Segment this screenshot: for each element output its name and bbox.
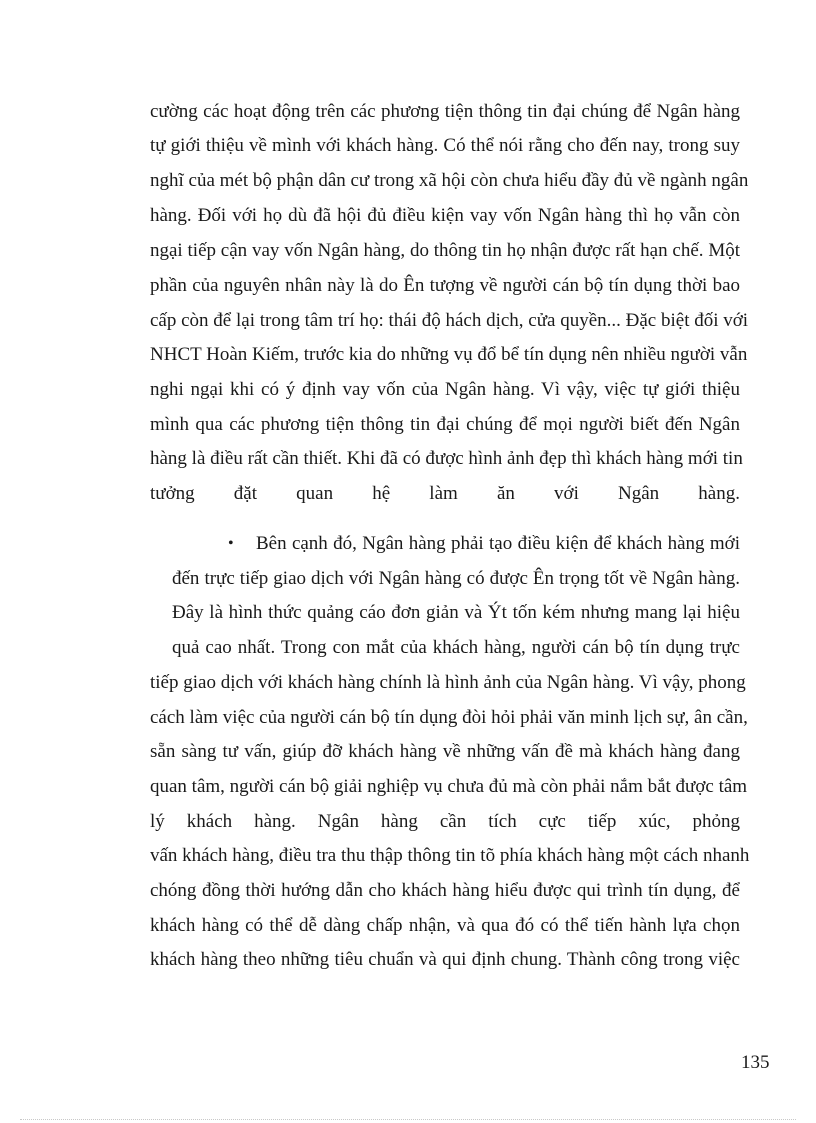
paragraph-line: nghĩ của mét bộ phận dân cư trong xã hội còn chưa hiểu đầy đủ về ngành ngân [150, 170, 749, 191]
paragraph-line: khách hàng theo những tiêu chuẩn và qui định chung. Thành công trong việc [150, 949, 740, 970]
paragraph-line: mình qua các phương tiện thông tin đại chúng để mọi người biết đến Ngân [150, 414, 740, 435]
paragraph-line: phần của nguyên nhân này là do Ên tượng về người cán bộ tín dụng thời bao [150, 275, 740, 296]
paragraph-line: quả cao nhất. Trong con mắt của khách hàng, người cán bộ tín dụng trực [172, 637, 740, 658]
page-number: 135 [741, 1052, 770, 1073]
page-bottom-divider [20, 1119, 796, 1120]
paragraph-line: cường các hoạt động trên các phương tiện thông tin đại chúng để Ngân hàng [150, 101, 740, 122]
paragraph-line: Đây là hình thức quảng cáo đơn giản và Ýt tốn kém nhưng mang lại hiệu [172, 602, 740, 623]
paragraph-line: khách hàng có thể dễ dàng chấp nhận, và qua đó có thể tiến hành lựa chọn [150, 915, 740, 936]
paragraph-line: đến trực tiếp giao dịch với Ngân hàng có được Ên trọng tốt về Ngân hàng. [172, 568, 740, 589]
paragraph-line: nghi ngại khi có ý định vay vốn của Ngân hàng. Vì vậy, việc tự giới thiệu [150, 379, 740, 400]
paragraph-line: tự giới thiệu về mình với khách hàng. Có thể nói rằng cho đến nay, trong suy [150, 135, 740, 156]
bullet-icon: • [228, 535, 234, 552]
bullet-item-first-line: Bên cạnh đó, Ngân hàng phải tạo điều kiện để khách hàng mới [256, 533, 740, 554]
paragraph-line: vấn khách hàng, điều tra thu thập thông tin tõ phía khách hàng một cách nhanh [150, 845, 750, 866]
paragraph-line: NHCT Hoàn Kiếm, trước kia do những vụ đổ bể tín dụng nên nhiều người vẫn [150, 344, 748, 365]
paragraph-line: cách làm việc của người cán bộ tín dụng đòi hỏi phải văn minh lịch sự, ân cần, [150, 707, 748, 728]
paragraph-line: sẵn sàng tư vấn, giúp đỡ khách hàng về những vấn đề mà khách hàng đang [150, 741, 740, 762]
paragraph-line: lý khách hàng. Ngân hàng cần tích cực tiếp xúc, phỏng [150, 811, 740, 832]
paragraph-line: cấp còn để lại trong tâm trí họ: thái độ hách dịch, cửa quyền... Đặc biệt đối với [150, 310, 749, 331]
paragraph-line: ngại tiếp cận vay vốn Ngân hàng, do thông tin họ nhận được rất hạn chế. Một [150, 240, 740, 261]
paragraph-line: tưởng đặt quan hệ làm ăn với Ngân hàng. [150, 483, 740, 504]
paragraph-line: chóng đồng thời hướng dẫn cho khách hàng hiểu được qui trình tín dụng, để [150, 880, 740, 901]
paragraph-line: hàng. Đối với họ dù đã hội đủ điều kiện vay vốn Ngân hàng thì họ vẫn còn [150, 205, 740, 226]
paragraph-line: hàng là điều rất cần thiết. Khi đã có được hình ảnh đẹp thì khách hàng mới tin [150, 448, 743, 469]
paragraph-line: quan tâm, người cán bộ giải nghiệp vụ chưa đủ mà còn phải nắm bắt được tâm [150, 776, 748, 797]
paragraph-line: tiếp giao dịch với khách hàng chính là hình ảnh của Ngân hàng. Vì vậy, phong [150, 672, 746, 693]
